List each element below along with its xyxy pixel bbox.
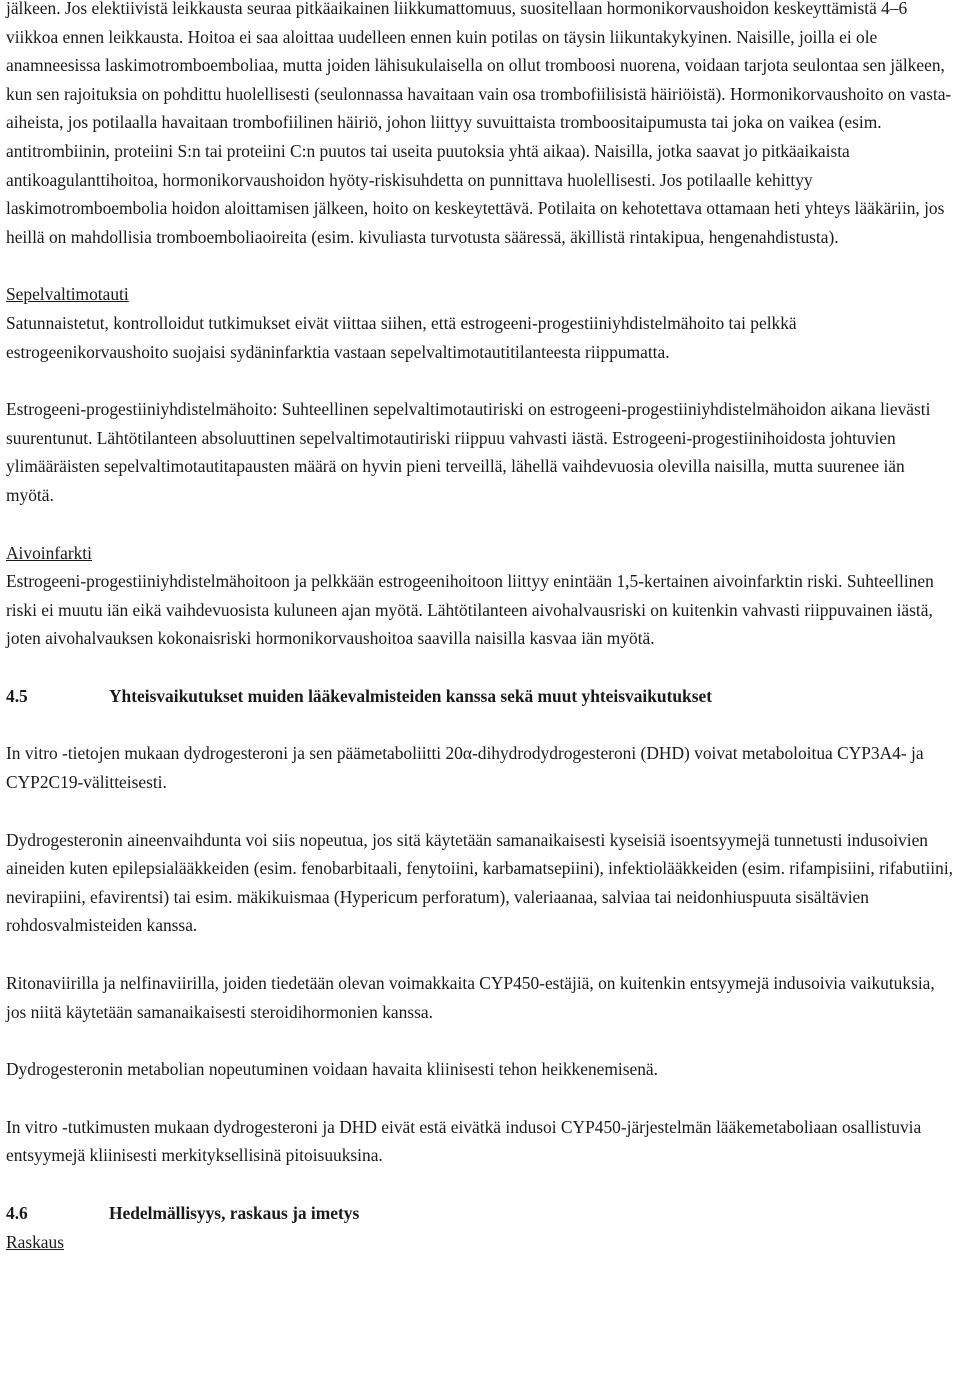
section-title: Yhteisvaikutukset muiden lääkevalmisteiden kanssa sekä muut yhteisvaikutukset [109,685,712,706]
section-title: Hedelmällisyys, raskaus ja imetys [109,1203,360,1223]
section-number: 4.5 [6,685,28,706]
paragraph-efficacy-loss: Dydrogesteronin metabolian nopeutuminen voidaan havaita kliinisesti tehon heikkenemisenä. [6,1059,658,1080]
paragraph-enzyme-inducers: Dydrogesteronin aineenvaihdunta voi siis nopeutua, jos sitä käytetään samanaikaisesti kyseisiä isoentsyymejä tunnetusti indusoivien aineiden kuten epilepsialääkkeiden (esim. fenobarbitaali, fenytoiini, karbamatsepiini), infektiolääkkeiden (esim. rifampisiini, rifabutiini, nevirapiini, efavirentsi) tai esim. mäkikuismaa (Hypericum perforatum), valeriaanaa, salviaa tai neidonhiuspuuta sisältävien rohdosvalmisteiden kanssa. [6,829,953,936]
paragraph-stroke-risk: Estrogeeni-progestiiniyhdistelmähoitoon ja pelkkään estrogeenihoitoon liittyy enintään 1,5-kertainen aivoinfarktin riski. Suhteellinen riski ei muutu iän eikä vaihdevuosista kuluneen ajan myötä. Lähtötilanteen aivohalvausriski on kuitenkin vahvasti riippuvainen iästä, joten aivohalvauksen kokonaisriski hormonikorvaushoitoa saavilla naisilla kasvaa iän myötä. [6,571,934,649]
section-heading-4-5 [6,682,954,711]
subheading-coronary-disease: Sepelvaltimotauti [6,284,129,305]
paragraph-vte-screening: jälkeen. Jos elektiivistä leikkausta seuraa pitkäaikainen liikkumattomuus, suositellaan hormonikorvaushoidon keskeyttämistä 4–6 viikkoa ennen leikkausta. Hoitoa ei saa aloittaa uudelleen ennen kuin potilas on täysin liikuntakykyinen. Naisille, joilla ei ole anamneesissa laskimotromboemboliaa, mutta joiden lähisukulaisella on ollut tromboosi nuorena, voidaan tarjota seulontaa sen jälkeen, kun sen rajoituksia on pohdittu huolellisesti (seulonnassa havaitaan vain osa trombofiilisistä häiriöistä). Hormonikorvaushoito on vasta-aiheista, jos potilaalla havaitaan trombofiilinen häiriö, johon liittyy suvuittaista tromboositaipumusta tai joka on vaikea (esim. antitrombiinin, proteiini S:n tai proteiini C:n puutos tai useita puutoksia yhtä aikaa). Naisilla, jotka saavat jo pitkäaikaista antikoagulanttihoitoa, hormonikorvaushoidon hyöty-riskisuhdetta on punnittava huolellisesti. Jos potilaalle kehittyy laskimotromboembolia hoidon aloittamisen jälkeen, hoito on keskeytettävä. Potilaita on kehotettava ottamaan heti yhteys lääkäriin, jos heillä on mahdollisia tromboemboliaoireita (esim. kivuliasta turvotusta sääressä, äkillistä rintakipua, hengenahdistusta). [6,0,952,247]
subheading-pregnancy: Raskaus [6,1231,64,1252]
section-number: 4.6 [6,1203,28,1223]
section-heading-4-6 [6,1199,954,1228]
paragraph-in-vitro-metabolism: In vitro -tietojen mukaan dydrogesteroni ja sen päämetaboliitti 20α-dihydrodydrogesteroni (DHD) voivat metaboloitua CYP3A4- ja CYP2C19-välitteisesti. [6,743,924,793]
paragraph-ritonavir: Ritonaviirilla ja nelfinaviirilla, joiden tiedetään olevan voimakkaita CYP450-estäjiä, on kuitenkin entsyymejä indusoivia vaikutuksia, jos niitä käytetään samanaikaisesti steroidihormonien kanssa. [6,973,935,1022]
paragraph-cyp450-study: In vitro -tutkimusten mukaan dydrogesteroni ja DHD eivät estä eivätkä indusoi CYP450-järjestelmän lääkemetaboliaan osallistuvia entsyymejä kliinisesti merkityksellisinä pitoisuuksina. [6,1116,922,1166]
paragraph-coronary-trials: Satunnaistetut, kontrolloidut tutkimukset eivät viittaa siihen, että estrogeeni-progestiiniyhdistelmähoito tai pelkkä estrogeenikorvaushoito suojaisi sydäninfarktia vastaan sepelvaltimotautitilanteesta riippumatta. [6,312,797,362]
document-page [6,0,954,1256]
subheading-stroke: Aivoinfarkti [6,542,92,563]
paragraph-coronary-risk: Estrogeeni-progestiiniyhdistelmähoito: Suhteellinen sepelvaltimotautiriski on estrogeeni-progestiiniyhdistelmähoidon aikana lievästi suurentunut. Lähtötilanteen absoluuttinen sepelvaltimotautiriski riippuu vahvasti iästä. Estrogeeni-progestiinihoidosta johtuvien ylimääräisten sepelvaltimotautitapausten määrä on hyvin pieni terveillä, lähellä vaihdevuosia olevilla naisilla, mutta suurenee iän myötä. [6,399,931,505]
